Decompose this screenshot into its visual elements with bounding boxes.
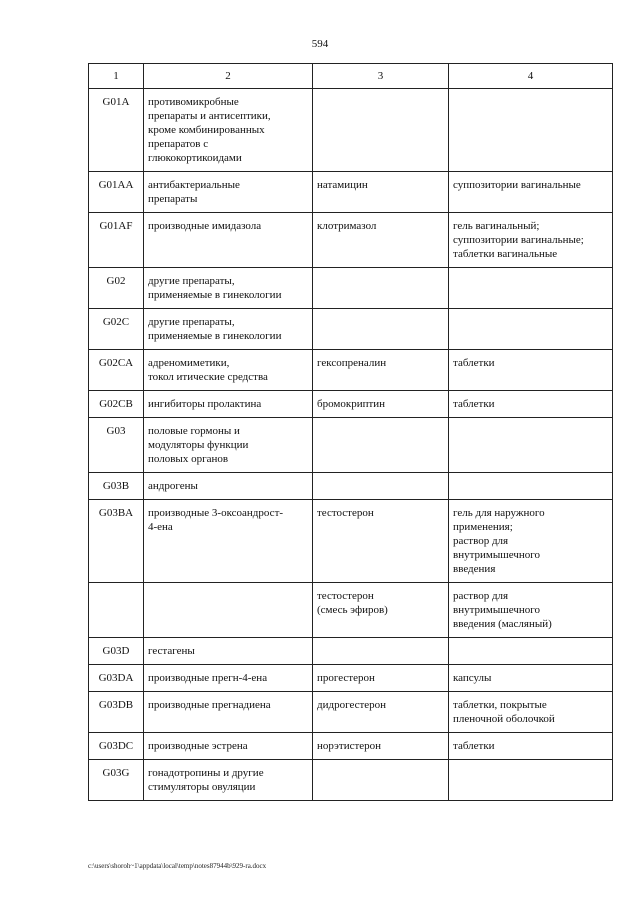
- table-row: [89, 418, 613, 473]
- table-row: [89, 583, 613, 638]
- table-row: [89, 638, 613, 665]
- code-cell: G01AF: [89, 213, 144, 268]
- code-cell: G02CA: [89, 350, 144, 391]
- code-cell: G03DC: [89, 733, 144, 760]
- table-row: [89, 473, 613, 500]
- drug-cell: [313, 89, 449, 172]
- group-cell: производные имидазола: [144, 213, 313, 268]
- code-cell: G02: [89, 268, 144, 309]
- table-row: [89, 733, 613, 760]
- code-cell: G03G: [89, 760, 144, 801]
- drug-cell: дидрогестерон: [313, 692, 449, 733]
- form-cell: [449, 309, 613, 350]
- drug-cell: [313, 473, 449, 500]
- group-cell: производные 3-оксоандрост- 4-ена: [144, 500, 313, 583]
- code-cell: G01AA: [89, 172, 144, 213]
- table-body: [89, 89, 613, 801]
- table-row: [89, 89, 613, 172]
- group-cell: [144, 583, 313, 638]
- code-cell: G02CB: [89, 391, 144, 418]
- form-cell: гель вагинальный; суппозитории вагинальные; таблетки вагинальные: [449, 213, 613, 268]
- drug-cell: клотримазол: [313, 213, 449, 268]
- table-row: [89, 391, 613, 418]
- form-cell: [449, 418, 613, 473]
- table-row: [89, 350, 613, 391]
- form-cell: капсулы: [449, 665, 613, 692]
- form-cell: таблетки: [449, 350, 613, 391]
- group-cell: гестагены: [144, 638, 313, 665]
- table-row: [89, 172, 613, 213]
- group-cell: антибактериальные препараты: [144, 172, 313, 213]
- table-row: [89, 500, 613, 583]
- code-cell: G03: [89, 418, 144, 473]
- group-cell: другие препараты, применяемые в гинекологии: [144, 268, 313, 309]
- table-row: [89, 665, 613, 692]
- code-cell: G01A: [89, 89, 144, 172]
- code-cell: G03BA: [89, 500, 144, 583]
- group-cell: адреномиметики, токол итические средства: [144, 350, 313, 391]
- table-row: [89, 213, 613, 268]
- table-row: [89, 692, 613, 733]
- group-cell: ингибиторы пролактина: [144, 391, 313, 418]
- form-cell: гель для наружного применения; раствор для внутримышечного введения: [449, 500, 613, 583]
- group-cell: противомикробные препараты и антисептики, кроме комбинированных препаратов с глюкокортикоидами: [144, 89, 313, 172]
- form-cell: таблетки: [449, 733, 613, 760]
- form-cell: [449, 760, 613, 801]
- group-cell: гонадотропины и другие стимуляторы овуляции: [144, 760, 313, 801]
- table-header-row: [89, 64, 613, 89]
- drug-cell: натамицин: [313, 172, 449, 213]
- column-header: 3: [313, 64, 449, 89]
- code-cell: G02C: [89, 309, 144, 350]
- drug-cell: гексопреналин: [313, 350, 449, 391]
- form-cell: [449, 473, 613, 500]
- group-cell: андрогены: [144, 473, 313, 500]
- group-cell: другие препараты, применяемые в гинекологии: [144, 309, 313, 350]
- code-cell: G03DA: [89, 665, 144, 692]
- form-cell: раствор для внутримышечного введения (масляный): [449, 583, 613, 638]
- code-cell: G03DB: [89, 692, 144, 733]
- drug-cell: норэтистерон: [313, 733, 449, 760]
- drug-cell: [313, 638, 449, 665]
- drug-cell: бромокриптин: [313, 391, 449, 418]
- table-row: [89, 760, 613, 801]
- form-cell: таблетки: [449, 391, 613, 418]
- drug-cell: [313, 418, 449, 473]
- table-row: [89, 268, 613, 309]
- drug-cell: [313, 268, 449, 309]
- column-header: 2: [144, 64, 313, 89]
- drug-cell: тестостерон (смесь эфиров): [313, 583, 449, 638]
- group-cell: производные эстрена: [144, 733, 313, 760]
- drug-classification-table: [88, 63, 613, 801]
- footer-file-path: c:\users\shoroh~1\appdata\local\temp\notes87944b\929-ra.docx: [88, 862, 267, 870]
- drug-cell: [313, 309, 449, 350]
- drug-cell: тестостерон: [313, 500, 449, 583]
- drug-cell: прогестерон: [313, 665, 449, 692]
- form-cell: [449, 638, 613, 665]
- form-cell: [449, 268, 613, 309]
- code-cell: [89, 583, 144, 638]
- form-cell: суппозитории вагинальные: [449, 172, 613, 213]
- drug-cell: [313, 760, 449, 801]
- code-cell: G03B: [89, 473, 144, 500]
- form-cell: [449, 89, 613, 172]
- group-cell: производные прегнадиена: [144, 692, 313, 733]
- column-header: 4: [449, 64, 613, 89]
- group-cell: половые гормоны и модуляторы функции половых органов: [144, 418, 313, 473]
- table-row: [89, 309, 613, 350]
- group-cell: производные прегн-4-ена: [144, 665, 313, 692]
- form-cell: таблетки, покрытые пленочной оболочкой: [449, 692, 613, 733]
- page-number: 594: [311, 38, 329, 50]
- column-header: 1: [89, 64, 144, 89]
- code-cell: G03D: [89, 638, 144, 665]
